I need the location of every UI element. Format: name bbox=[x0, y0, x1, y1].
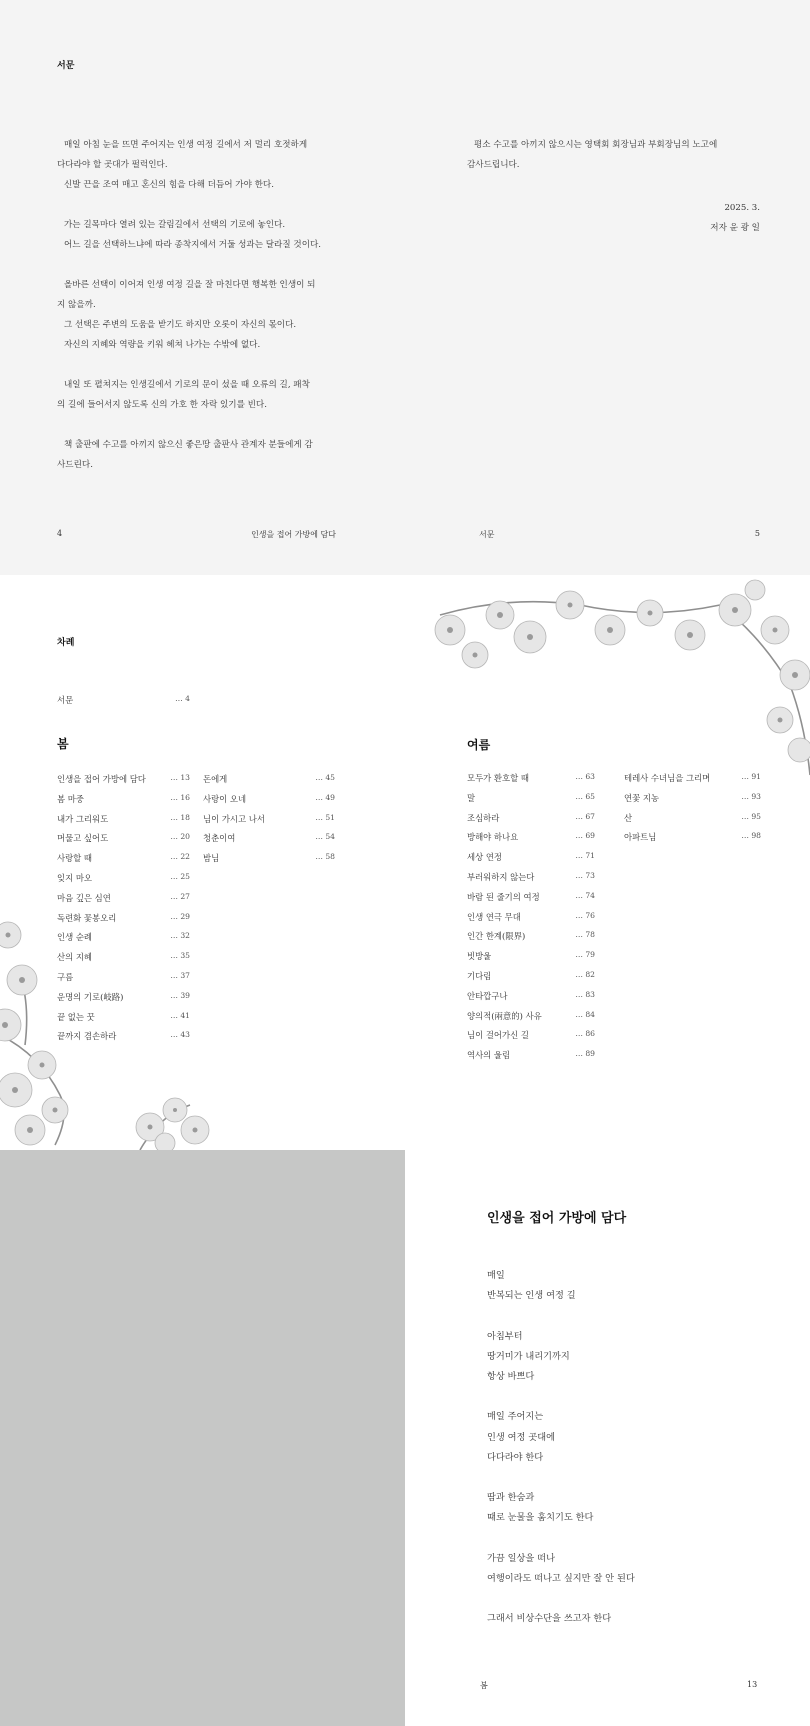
preface-line: 매일 아침 눈을 뜨면 주어지는 인생 여정 길에서 저 멀리 호젓하게 bbox=[64, 140, 308, 150]
toc-entry-page: … 54 bbox=[315, 832, 335, 842]
toc-entry[interactable] bbox=[57, 813, 190, 833]
toc-entry-page: … 86 bbox=[575, 1029, 595, 1039]
toc-entry[interactable] bbox=[467, 1029, 595, 1049]
toc-column-spring-1 bbox=[57, 773, 190, 1050]
toc-entry[interactable] bbox=[624, 792, 761, 812]
preface-thanks bbox=[467, 135, 767, 175]
toc-entry[interactable] bbox=[467, 812, 595, 832]
page-number: 5 bbox=[754, 529, 760, 538]
toc-entry[interactable] bbox=[624, 812, 761, 832]
toc-entry[interactable] bbox=[57, 872, 190, 892]
toc-entry-page: … 43 bbox=[170, 1030, 190, 1040]
toc-entry[interactable] bbox=[467, 911, 595, 931]
toc-entry-label: 끝까지 겸손하라 bbox=[57, 1031, 117, 1042]
toc-section-summer: 여름 bbox=[467, 738, 491, 752]
toc-entry-label: 운명의 기로(岐路) bbox=[57, 991, 124, 1002]
preface-line: 감사드립니다. bbox=[467, 160, 520, 170]
toc-entry-label: 밤님 bbox=[203, 853, 220, 864]
preface-line: 책 출판에 수고를 아끼지 않으신 좋은땅 출판사 관계자 분들에게 감 bbox=[64, 440, 313, 450]
toc-entry-page: … 41 bbox=[170, 1010, 190, 1020]
poem-line: 매일 주어지는 bbox=[487, 1411, 544, 1423]
toc-entry-label: 인생을 접어 가방에 담다 bbox=[57, 774, 146, 784]
preface-line: 어느 길을 선택하느냐에 따라 종착지에서 거둘 성과는 달라질 것이다. bbox=[64, 240, 322, 250]
toc-entry[interactable] bbox=[203, 773, 335, 793]
preface-line: 가는 길목마다 열려 있는 갈림길에서 선택의 기로에 놓인다. bbox=[64, 220, 286, 230]
preface-line: 의 길에 들어서지 않도록 신의 가호 한 자락 있기를 빈다. bbox=[57, 400, 267, 410]
toc-entry[interactable] bbox=[57, 793, 190, 813]
toc-entry-label: 님이 가시고 나서 bbox=[203, 813, 265, 824]
toc-entry[interactable] bbox=[467, 831, 595, 851]
toc-entry-label: 봄 마중 bbox=[57, 793, 84, 804]
toc-entry-page: … 91 bbox=[741, 772, 761, 781]
blank-gray-page bbox=[0, 1150, 405, 1726]
poem-line: 반복되는 인생 여정 길 bbox=[487, 1290, 576, 1302]
toc-entry[interactable] bbox=[57, 852, 190, 872]
toc-entry-page: … 89 bbox=[575, 1049, 595, 1059]
poem-line: 그래서 비상수단을 쓰고자 한다 bbox=[487, 1613, 612, 1625]
preface-body bbox=[57, 135, 357, 475]
toc-entry-page: … 29 bbox=[170, 911, 190, 921]
toc-entry[interactable] bbox=[57, 931, 190, 951]
toc-entry-page: … 20 bbox=[170, 832, 190, 842]
preface-heading: 서문 bbox=[57, 61, 75, 71]
toc-entry[interactable] bbox=[57, 773, 190, 793]
toc-entry[interactable] bbox=[203, 813, 335, 833]
preface-page-left bbox=[0, 0, 405, 575]
poem-title: 인생을 접어 가방에 담다 bbox=[487, 1211, 627, 1226]
toc-entry[interactable] bbox=[467, 891, 595, 911]
toc-entry-label: 산 bbox=[624, 812, 633, 823]
toc-entry[interactable] bbox=[57, 971, 190, 991]
toc-preface bbox=[57, 694, 190, 714]
preface-line: 신발 끈을 조여 매고 혼신의 힘을 다해 더듬어 가야 한다. bbox=[64, 180, 274, 190]
toc-entry[interactable] bbox=[57, 912, 190, 932]
toc-entry-label: 바람 된 줄기의 여정 bbox=[467, 891, 540, 902]
toc-entry-page: … 63 bbox=[575, 772, 595, 781]
toc-entry-page: … 67 bbox=[575, 811, 595, 821]
toc-entry-label: 돈에게 bbox=[203, 774, 228, 784]
toc-entry[interactable] bbox=[203, 793, 335, 813]
toc-entry-label: 산의 지혜 bbox=[57, 952, 93, 963]
toc-entry-page: … 4 bbox=[175, 694, 190, 703]
toc-entry[interactable] bbox=[467, 871, 595, 891]
toc-entry-page: … 45 bbox=[315, 773, 335, 782]
preface-line: 내일 또 펼쳐지는 인생길에서 기로의 문이 섰을 때 오류의 길, 패착 bbox=[64, 380, 310, 390]
poem-line: 가끔 일상을 떠나 bbox=[487, 1552, 555, 1564]
toc-entry-page: … 27 bbox=[170, 891, 190, 901]
toc-entry-page: … 58 bbox=[315, 852, 335, 862]
preface-line: 다다라야 할 곳대가 펄럭인다. bbox=[57, 160, 168, 170]
poem-line: 항상 바쁘다 bbox=[487, 1371, 535, 1382]
toc-entry-page: … 39 bbox=[170, 990, 190, 1000]
toc-entry-label: 모두가 환호할 때 bbox=[467, 773, 529, 783]
toc-entry-label: 안타깝구나 bbox=[467, 990, 508, 1001]
toc-entry-label: 사랑이 오네 bbox=[203, 793, 247, 804]
poem-line: 땅거미가 내리기까지 bbox=[487, 1350, 570, 1362]
toc-entry-page: … 93 bbox=[741, 791, 761, 801]
toc-entry-page: … 49 bbox=[315, 792, 335, 802]
toc-entry[interactable] bbox=[467, 772, 595, 792]
preface-line: 사드린다. bbox=[57, 460, 93, 470]
preface-line: 지 않을까. bbox=[57, 300, 96, 310]
toc-heading: 차례 bbox=[57, 638, 75, 648]
poem-line: 매일 bbox=[487, 1270, 505, 1281]
running-title: 봄 bbox=[480, 1681, 488, 1690]
toc-entry-page: … 84 bbox=[575, 1009, 595, 1019]
toc-entry-page: … 69 bbox=[575, 831, 595, 841]
toc-entry-page: … 76 bbox=[575, 910, 595, 920]
toc-entry-page: … 13 bbox=[170, 773, 190, 782]
toc-entry-label: 서문 bbox=[57, 695, 74, 705]
toc-entry-label: 아파트님 bbox=[624, 832, 657, 843]
toc-entry[interactable] bbox=[57, 991, 190, 1011]
toc-entry-page: … 74 bbox=[575, 890, 595, 900]
toc-entry-page: … 71 bbox=[575, 851, 595, 861]
preface-author: 저자 윤 광 일 bbox=[710, 223, 760, 233]
poem-line: 다다라야 한다 bbox=[487, 1451, 544, 1463]
toc-entry-page: … 32 bbox=[170, 931, 190, 941]
toc-page-right bbox=[405, 575, 810, 1150]
toc-column-spring-2 bbox=[203, 773, 335, 872]
toc-entry[interactable] bbox=[467, 851, 595, 871]
toc-entry-label: 세상 연정 bbox=[467, 852, 503, 863]
toc-entry-label: 님이 걸어가신 길 bbox=[467, 1030, 529, 1041]
toc-page-left bbox=[0, 575, 405, 1150]
toc-entry-label: 테레사 수녀님을 그리며 bbox=[624, 773, 711, 783]
toc-entry-label: 인생 연극 무대 bbox=[467, 911, 521, 922]
toc-entry-label: 방해야 하나요 bbox=[467, 832, 519, 843]
toc-entry-label: 조심하라 bbox=[467, 812, 500, 823]
toc-entry-page: … 65 bbox=[575, 791, 595, 801]
toc-entry-page: … 51 bbox=[315, 812, 335, 822]
toc-entry-page: … 73 bbox=[575, 870, 595, 880]
toc-entry-label: 사랑할 때 bbox=[57, 853, 93, 864]
toc-entry[interactable] bbox=[467, 1010, 595, 1030]
toc-entry-page: … 25 bbox=[170, 871, 190, 881]
preface-date: 2025. 3. bbox=[724, 203, 760, 213]
toc-column-summer-2 bbox=[624, 772, 761, 851]
preface-line: 그 선택은 주변의 도움을 받기도 하지만 오롯이 자신의 몫이다. bbox=[64, 320, 297, 330]
toc-entry-page: … 83 bbox=[575, 989, 595, 999]
toc-section-spring: 봄 bbox=[57, 737, 69, 751]
toc-entry-page: … 18 bbox=[170, 812, 190, 822]
running-title: 인생을 접어 가방에 담다 bbox=[251, 530, 336, 539]
toc-entry-label: 구름 bbox=[57, 971, 74, 982]
poem-line: 여행이라도 떠나고 싶지만 잘 안 된다 bbox=[487, 1572, 635, 1584]
toc-entry-page: … 78 bbox=[575, 930, 595, 940]
toc-entry[interactable] bbox=[624, 831, 761, 851]
page-number: 4 bbox=[57, 529, 63, 538]
poem-line: 땀과 한숨과 bbox=[487, 1492, 535, 1504]
toc-entry-page: … 22 bbox=[170, 852, 190, 862]
toc-entry-label: 내가 그리워도 bbox=[57, 813, 109, 824]
preface-line: 올바른 선택이 이어져 인생 여정 길을 잘 마친다면 행복한 인생이 되 bbox=[64, 280, 316, 290]
toc-entry-page: … 16 bbox=[170, 792, 190, 802]
toc-entry-label: 빗방울 bbox=[467, 951, 492, 962]
toc-entry[interactable] bbox=[57, 951, 190, 971]
poem-line: 때로 눈물을 훔치기도 한다 bbox=[487, 1512, 594, 1524]
toc-entry[interactable] bbox=[57, 892, 190, 912]
toc-entry-label: 부러워하지 않는다 bbox=[467, 871, 535, 882]
toc-entry[interactable] bbox=[57, 1011, 190, 1031]
toc-entry-label: 마음 깊은 심연 bbox=[57, 892, 111, 903]
toc-entry[interactable] bbox=[203, 852, 335, 872]
toc-entry-label: 인생 순례 bbox=[57, 932, 93, 943]
toc-entry[interactable] bbox=[624, 772, 761, 792]
cherry-blossom-illustration bbox=[420, 575, 810, 790]
page-number: 13 bbox=[747, 1680, 758, 1689]
toc-entry-label: 역사의 울림 bbox=[467, 1050, 511, 1061]
toc-entry[interactable] bbox=[467, 930, 595, 950]
preface-line: 평소 수고를 아끼지 않으시는 영택회 회장님과 부회장님의 노고에 bbox=[474, 140, 718, 150]
toc-entry[interactable] bbox=[467, 792, 595, 812]
toc-entry-label: 머물고 싶어도 bbox=[57, 833, 109, 844]
toc-entry[interactable] bbox=[57, 694, 190, 714]
toc-entry-label: 연꽃 지농 bbox=[624, 792, 660, 803]
toc-entry-label: 말 bbox=[467, 792, 476, 803]
toc-column-summer-1 bbox=[467, 772, 595, 1069]
toc-entry-page: … 37 bbox=[170, 970, 190, 980]
toc-entry[interactable] bbox=[467, 1049, 595, 1069]
running-title: 서문 bbox=[479, 530, 495, 539]
toc-entry[interactable] bbox=[467, 970, 595, 990]
toc-entry[interactable] bbox=[57, 1030, 190, 1050]
toc-entry-label: 독련화 꽃봉오리 bbox=[57, 912, 117, 923]
toc-entry[interactable] bbox=[467, 990, 595, 1010]
toc-entry-label: 잊지 마오 bbox=[57, 872, 93, 883]
toc-entry-label: 인간 한계(限界) bbox=[467, 931, 526, 942]
toc-entry[interactable] bbox=[203, 832, 335, 852]
poem-line: 아침부터 bbox=[487, 1330, 523, 1342]
toc-entry-label: 양의적(兩意的) 사유 bbox=[467, 1010, 542, 1021]
toc-entry-label: 청춘이여 bbox=[203, 833, 236, 844]
toc-entry-page: … 95 bbox=[741, 811, 761, 821]
poem-body bbox=[487, 1266, 635, 1630]
toc-entry-label: 끝 없는 꿋 bbox=[57, 1011, 95, 1022]
toc-entry[interactable] bbox=[57, 832, 190, 852]
toc-entry[interactable] bbox=[467, 950, 595, 970]
preface-line: 자신의 지혜와 역량을 키워 헤쳐 나가는 수밖에 없다. bbox=[64, 340, 261, 350]
preface-page-right bbox=[405, 0, 810, 575]
toc-entry-page: … 35 bbox=[170, 951, 190, 961]
poem-line: 인생 여정 곳대에 bbox=[487, 1431, 555, 1443]
toc-entry-page: … 79 bbox=[575, 950, 595, 960]
toc-entry-label: 기다림 bbox=[467, 970, 492, 981]
toc-entry-page: … 82 bbox=[575, 969, 595, 979]
toc-entry-page: … 98 bbox=[741, 831, 761, 841]
